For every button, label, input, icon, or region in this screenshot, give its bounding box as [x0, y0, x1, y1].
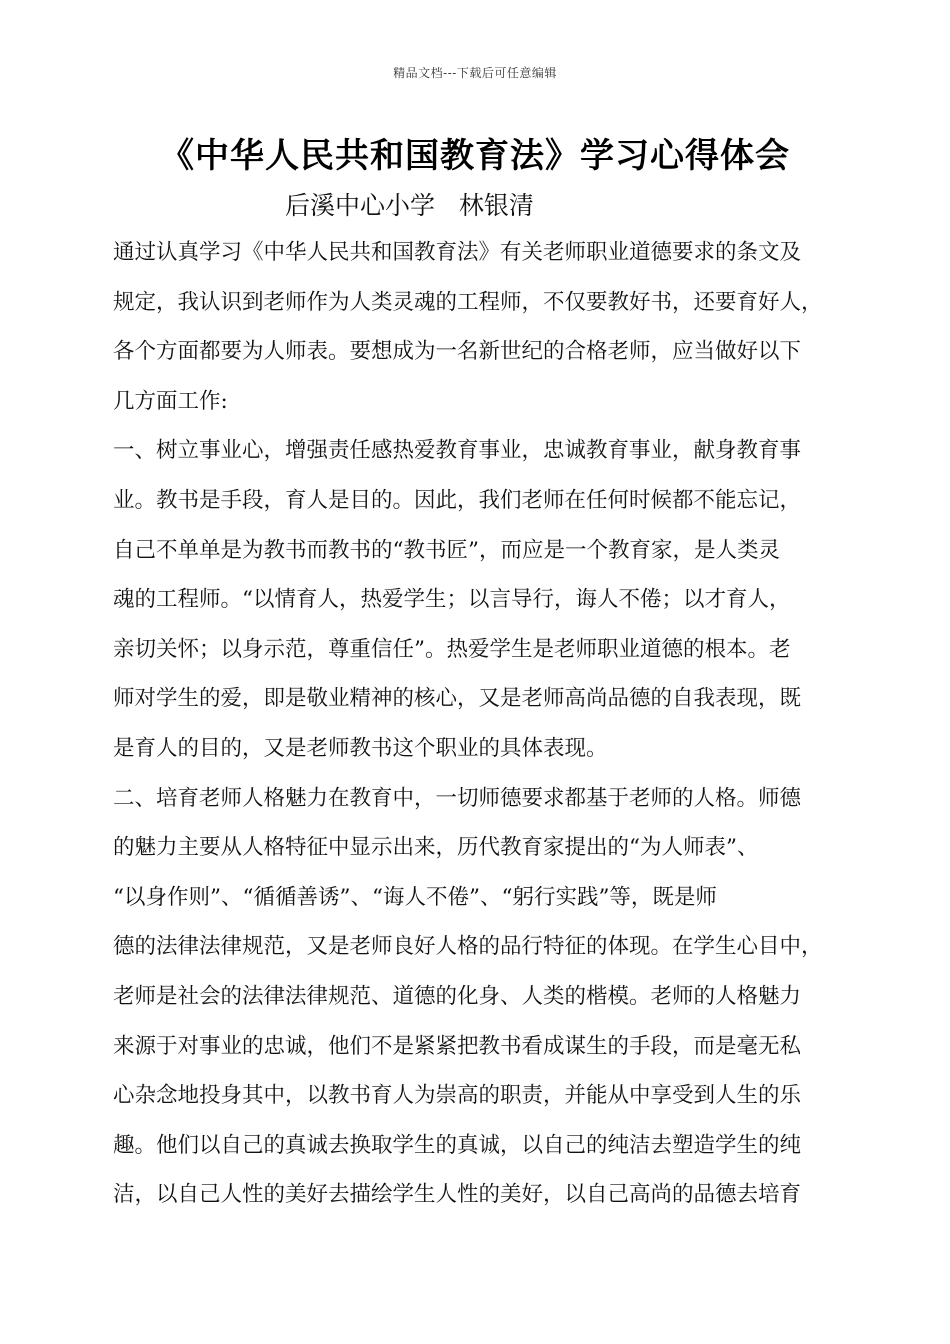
text-line: 几方面工作:: [113, 388, 228, 414]
text-line: 德的法律法律规范，又是老师良好人格的品行特征的体现。在学生心目中，: [113, 934, 823, 960]
text-line: 的魅力主要从人格特征中显示出来，历代教育家提出的“为人师表”、: [113, 835, 759, 861]
document-title: 《中华人民共和国教育法》学习心得体会: [160, 136, 790, 176]
author-line: 后溪中心小学 林银清: [285, 191, 534, 220]
text-line: 各个方面都要为人师表。要想成为一名新世纪的合格老师，应当做好以下: [113, 339, 802, 365]
text-line: 规定，我认识到老师作为人类灵魂的工程师，不仅要教好书，还要育好人，: [113, 289, 823, 315]
text-line: 洁，以自己人性的美好去描绘学生人性的美好，以自己高尚的品德去培育: [113, 1182, 802, 1208]
text-line: 通过认真学习《中华人民共和国教育法》有关老师职业道德要求的条文及: [113, 240, 802, 265]
text-line: “以身作则”、“循循善诱”、“诲人不倦”、“躬行实践”等，既是师: [113, 884, 717, 910]
text-line: 来源于对事业的忠诚，他们不是紧紧把教书看成谋生的手段，而是毫无私: [113, 1033, 802, 1059]
text-line: 师对学生的爱，即是敬业精神的核心，又是老师高尚品德的自我表现，既: [113, 686, 802, 712]
text-line: 业。教书是手段，育人是目的。因此，我们老师在任何时候都不能忘记，: [113, 487, 802, 513]
text-line: 自己不单单是为教书而教书的“教书匠”，而应是一个教育家，是人类灵: [113, 537, 780, 563]
text-line: 二、培育老师人格魅力在教育中，一切师德要求都基于老师的人格。师德: [113, 785, 802, 811]
text-line: 魂的工程师。“以情育人，热爱学生；以言导行，诲人不倦；以才育人，: [113, 587, 791, 613]
page-header: 精品文档---下载后可任意编辑: [393, 66, 557, 80]
text-line: 亲切关怀；以身示范，尊重信任”。热爱学生是老师职业道德的根本。老: [113, 636, 791, 662]
text-line: 老师是社会的法律法律规范、道德的化身、人类的楷模。老师的人格魅力: [113, 983, 802, 1009]
text-line: 一、树立事业心，增强责任感热爱教育事业，忠诚教育事业，献身教育事: [113, 438, 802, 464]
body-text: [113, 228, 838, 1220]
text-line: 心杂念地投身其中，以教书育人为崇高的职责，并能从中享受到人生的乐: [113, 1083, 802, 1109]
text-line: 是育人的目的，又是老师教书这个职业的具体表现。: [113, 735, 608, 761]
text-line: 趣。他们以自己的真诚去换取学生的真诚，以自己的纯洁去塑造学生的纯: [113, 1132, 802, 1158]
